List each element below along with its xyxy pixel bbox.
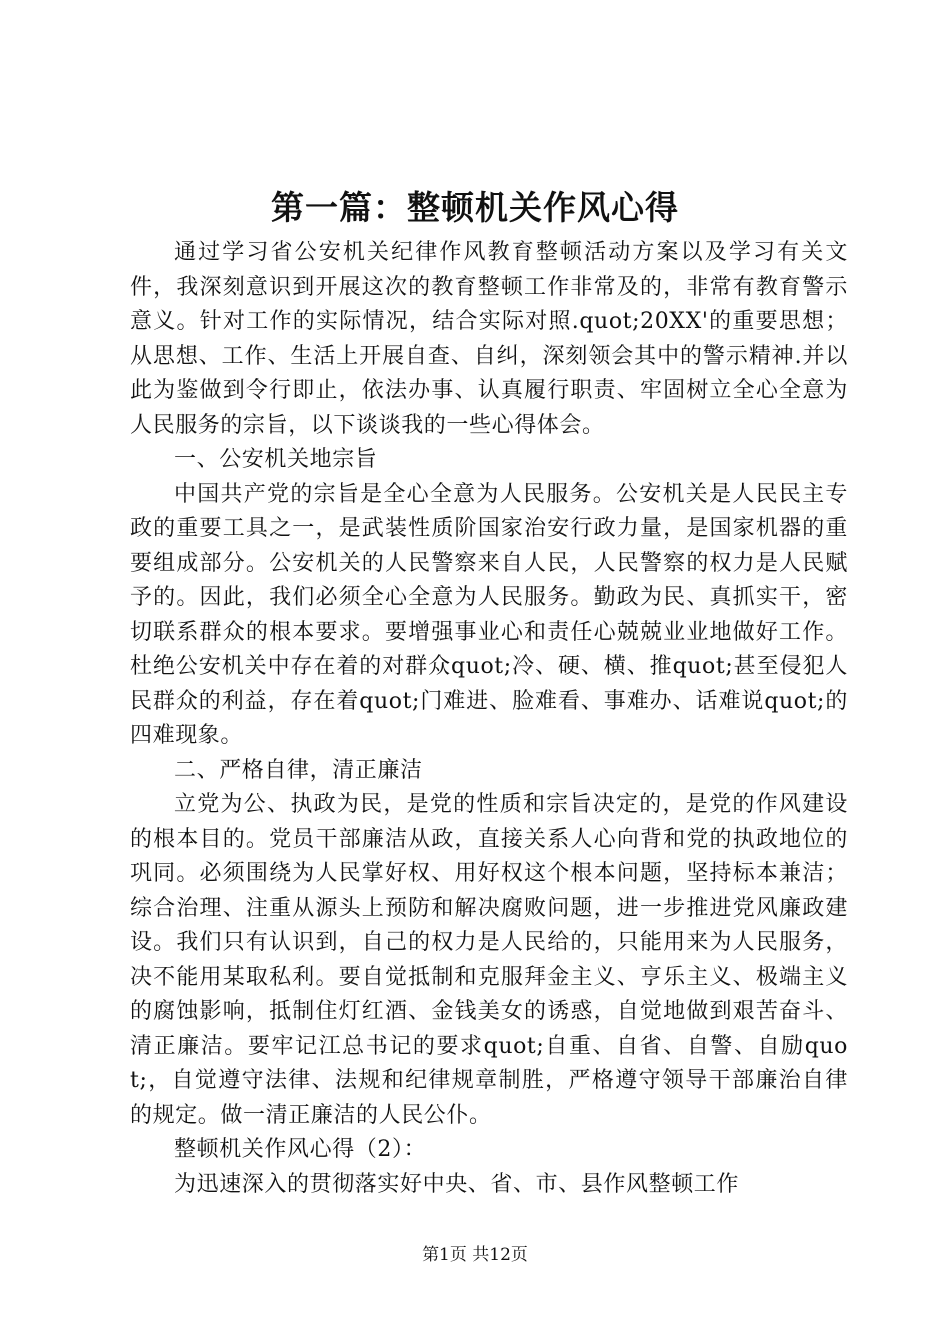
document-body <box>130 236 848 1202</box>
page-number: 第1页 共12页 <box>422 1245 528 1265</box>
section-heading-2: 二、严格自律，清正廉洁 <box>174 757 423 783</box>
paragraph-intro: 通过学习省公安机关纪律作风教育整顿活动方案以及学习有关文件，我深刻意识到开展这次的教育整顿工作非常及的，非常有教育警示意义。针对工作的实际情况，结合实际对照.quot;20XX'的重要思想；从思想、工作、生活上开展自查、自纠，深刻领会其中的警示精神.并以此为鉴做到令行即止，依法办事、认真履行职责、牢固树立全心全意为人民服务的宗旨，以下谈谈我的一些心得体会。 <box>130 240 848 438</box>
subsection-heading: 整顿机关作风心得（2）： <box>174 1137 427 1162</box>
paragraph-continued: 为迅速深入的贯彻落实好中央、省、市、县作风整顿工作 <box>174 1171 740 1197</box>
document-title: 第一篇：整顿机关作风心得 <box>271 188 679 227</box>
paragraph-section-2: 立党为公、执政为民，是党的性质和宗旨决定的，是党的作风建设的根本目的。党员干部廉洁从政，直接关系人心向背和党的执政地位的巩同。必须围绕为人民掌好权、用好权这个根本问题，坚持标本兼洁；综合治理、注重从源头上预防和解决腐败问题，进一步推进党风廉政建设。我们只有认识到，自己的权力是人民给的，只能用来为人民服务，决不能用某取私利。要自觉抵制和克服拜金主义、亨乐主义、极端主义的腐蚀影响，抵制住灯红酒、金钱美女的诱惑，自觉地做到艰苦奋斗、清正廉洁。要牢记江总书记的要求quot;自重、自省、自警、自励quot;，自觉遵守法律、法规和纪律规章制胜，严格遵守领导干部廉治自律的规定。做一清正廉洁的人民公仆。 <box>130 792 848 1128</box>
paragraph-section-1: 中国共产党的宗旨是全心全意为人民服务。公安机关是人民民主专政的重要工具之一，是武装性质阶国家治安行政力量，是国家机器的重要组成部分。公安机关的人民警察来自人民，人民警察的权力是人民赋予的。因此，我们必须全心全意为人民服务。勤政为民、真抓实干，密切联系群众的根本要求。要增强事业心和责任心兢兢业业地做好工作。杜绝公安机关中存在着的对群众quot;冷、硬、横、推quot;甚至侵犯人民群众的利益，存在着quot;门难进、脸难看、事难办、话难说quot;的四难现象。 <box>130 481 848 748</box>
section-heading-1: 一、公安机关地宗旨 <box>174 447 378 472</box>
